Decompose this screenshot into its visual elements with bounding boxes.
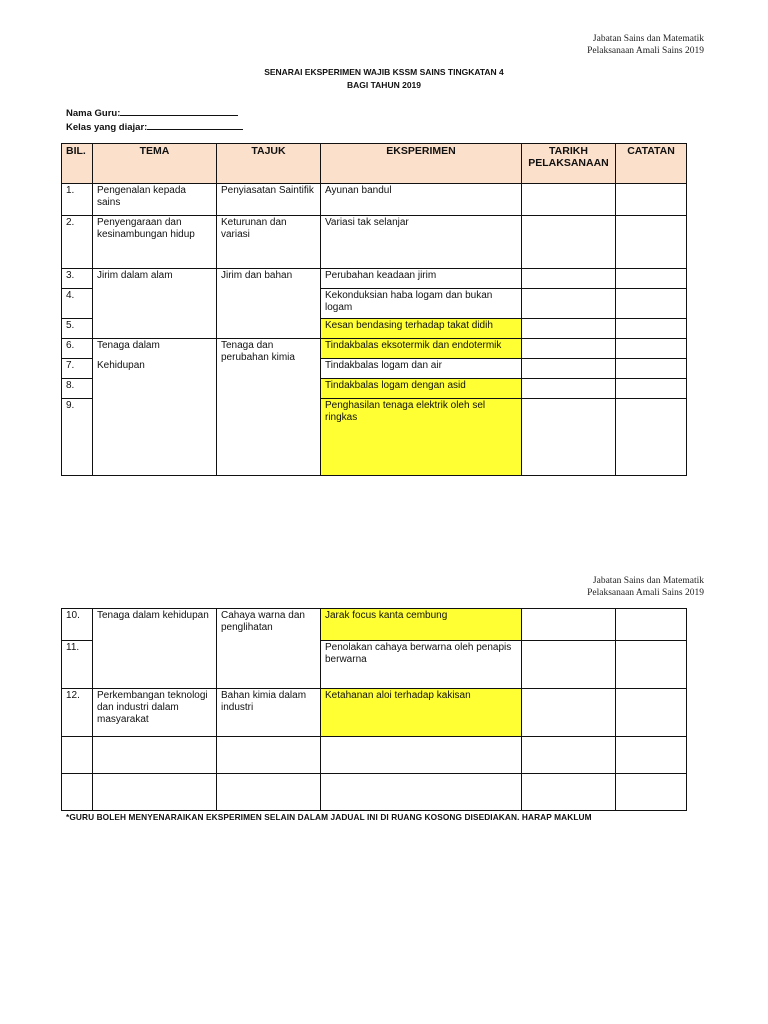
cell-eksperimen: Perubahan keadaan jirim (321, 269, 522, 289)
cell-tema: Pengenalan kepada sains (93, 184, 217, 216)
cell-bil: 6. (62, 339, 93, 359)
cell-eksperimen-highlighted: Kesan bendasing terhadap takat didih (321, 319, 522, 339)
cell-eksperimen: Penolakan cahaya berwarna oleh penapis berwarna (321, 641, 522, 689)
header-bil: BIL. (62, 144, 93, 184)
cell-empty[interactable] (616, 774, 687, 811)
cell-empty[interactable] (321, 737, 522, 774)
cell-tarikh[interactable] (522, 399, 616, 476)
teacher-name-line[interactable] (120, 106, 238, 116)
cell-tarikh[interactable] (522, 689, 616, 737)
cell-bil: 4. (62, 289, 93, 319)
table-row (62, 269, 687, 289)
cell-catatan[interactable] (616, 609, 687, 641)
experiment-table-1 (61, 143, 687, 476)
cell-tema: Jirim dalam alam (93, 269, 217, 339)
cell-catatan[interactable] (616, 269, 687, 289)
header-subtitle: Pelaksanaan Amali Sains 2019 (587, 46, 704, 56)
header-dept: Jabatan Sains dan Matematik (592, 34, 704, 44)
cell-tajuk: Bahan kimia dalam industri (217, 689, 321, 737)
header-tema: TEMA (93, 144, 217, 184)
cell-empty[interactable] (522, 774, 616, 811)
table-row (62, 216, 687, 269)
cell-catatan[interactable] (616, 379, 687, 399)
class-field (66, 120, 243, 134)
cell-empty[interactable] (93, 774, 217, 811)
cell-catatan[interactable] (616, 216, 687, 269)
table-row (62, 689, 687, 737)
cell-bil: 1. (62, 184, 93, 216)
cell-tarikh[interactable] (522, 379, 616, 399)
cell-tarikh[interactable] (522, 184, 616, 216)
cell-catatan[interactable] (616, 289, 687, 319)
cell-empty[interactable] (321, 774, 522, 811)
cell-catatan[interactable] (616, 399, 687, 476)
cell-catatan[interactable] (616, 339, 687, 359)
cell-tema-line-2: Kehidupan (97, 360, 145, 371)
page-header-1 (587, 33, 704, 57)
table-row-empty (62, 737, 687, 774)
cell-empty[interactable] (93, 737, 217, 774)
teacher-name-field (66, 106, 238, 120)
cell-tajuk: Cahaya warna dan penglihatan (217, 609, 321, 689)
cell-bil: 12. (62, 689, 93, 737)
cell-catatan[interactable] (616, 359, 687, 379)
teacher-name-label: Nama Guru: (66, 108, 121, 119)
cell-empty[interactable] (217, 737, 321, 774)
cell-bil: 2. (62, 216, 93, 269)
cell-bil: 3. (62, 269, 93, 289)
title-line-1: SENARAI EKSPERIMEN WAJIB KSSM SAINS TINGKATAN 4 (264, 67, 504, 77)
cell-eksperimen-highlighted: Ketahanan aloi terhadap kakisan (321, 689, 522, 737)
cell-tema: Penyengaraan dan kesinambungan hidup (93, 216, 217, 269)
title-line-2: BAGI TAHUN 2019 (347, 80, 421, 90)
cell-tajuk: Jirim dan bahan (217, 269, 321, 339)
cell-tarikh[interactable] (522, 216, 616, 269)
cell-tema: Tenaga dalam kehidupan (93, 609, 217, 689)
header-catatan: CATATAN (616, 144, 687, 184)
cell-tarikh[interactable] (522, 359, 616, 379)
cell-tarikh[interactable] (522, 269, 616, 289)
page-header-2 (587, 575, 704, 599)
footnote: *GURU BOLEH MENYENARAIKAN EKSPERIMEN SELAIN DALAM JADUAL INI DI RUANG KOSONG DISEDIAKAN. HARAP MAKLUM (66, 812, 592, 822)
cell-tarikh[interactable] (522, 319, 616, 339)
header-tarikh: TARIKH PELAKSANAAN (522, 144, 616, 184)
header-eksperimen: EKSPERIMEN (321, 144, 522, 184)
header-dept: Jabatan Sains dan Matematik (592, 576, 704, 586)
document-title (0, 66, 768, 92)
cell-tema (93, 339, 217, 476)
cell-eksperimen-highlighted: Penghasilan tenaga elektrik oleh sel ringkas (321, 399, 522, 476)
cell-empty[interactable] (217, 774, 321, 811)
cell-bil: 5. (62, 319, 93, 339)
cell-tarikh[interactable] (522, 339, 616, 359)
table-row (62, 609, 687, 641)
cell-eksperimen: Kekonduksian haba logam dan bukan logam (321, 289, 522, 319)
cell-eksperimen-highlighted: Tindakbalas eksotermik dan endotermik (321, 339, 522, 359)
class-line[interactable] (147, 120, 243, 130)
cell-catatan[interactable] (616, 319, 687, 339)
cell-tarikh[interactable] (522, 641, 616, 689)
cell-empty[interactable] (62, 737, 93, 774)
table-header-row (62, 144, 687, 184)
cell-catatan[interactable] (616, 641, 687, 689)
cell-eksperimen: Variasi tak selanjar (321, 216, 522, 269)
cell-eksperimen-highlighted: Tindakbalas logam dengan asid (321, 379, 522, 399)
cell-eksperimen: Ayunan bandul (321, 184, 522, 216)
cell-bil: 11. (62, 641, 93, 689)
table-row (62, 184, 687, 216)
cell-bil: 8. (62, 379, 93, 399)
cell-bil: 7. (62, 359, 93, 379)
table-row-empty (62, 774, 687, 811)
cell-eksperimen-highlighted: Jarak focus kanta cembung (321, 609, 522, 641)
class-label: Kelas yang diajar: (66, 122, 148, 133)
cell-tarikh[interactable] (522, 609, 616, 641)
cell-bil: 9. (62, 399, 93, 476)
cell-tajuk: Keturunan dan variasi (217, 216, 321, 269)
cell-catatan[interactable] (616, 689, 687, 737)
header-subtitle: Pelaksanaan Amali Sains 2019 (587, 588, 704, 598)
cell-tajuk: Tenaga dan perubahan kimia (217, 339, 321, 476)
cell-tajuk: Penyiasatan Saintifik (217, 184, 321, 216)
cell-empty[interactable] (62, 774, 93, 811)
cell-catatan[interactable] (616, 184, 687, 216)
cell-tema-line-1: Tenaga dalam (97, 340, 160, 351)
cell-empty[interactable] (522, 737, 616, 774)
cell-tema: Perkembangan teknologi dan industri dalam masyarakat (93, 689, 217, 737)
table-row (62, 339, 687, 359)
cell-empty[interactable] (616, 737, 687, 774)
cell-bil: 10. (62, 609, 93, 641)
cell-tarikh[interactable] (522, 289, 616, 319)
cell-eksperimen: Tindakbalas logam dan air (321, 359, 522, 379)
header-tajuk: TAJUK (217, 144, 321, 184)
experiment-table-2 (61, 608, 687, 811)
